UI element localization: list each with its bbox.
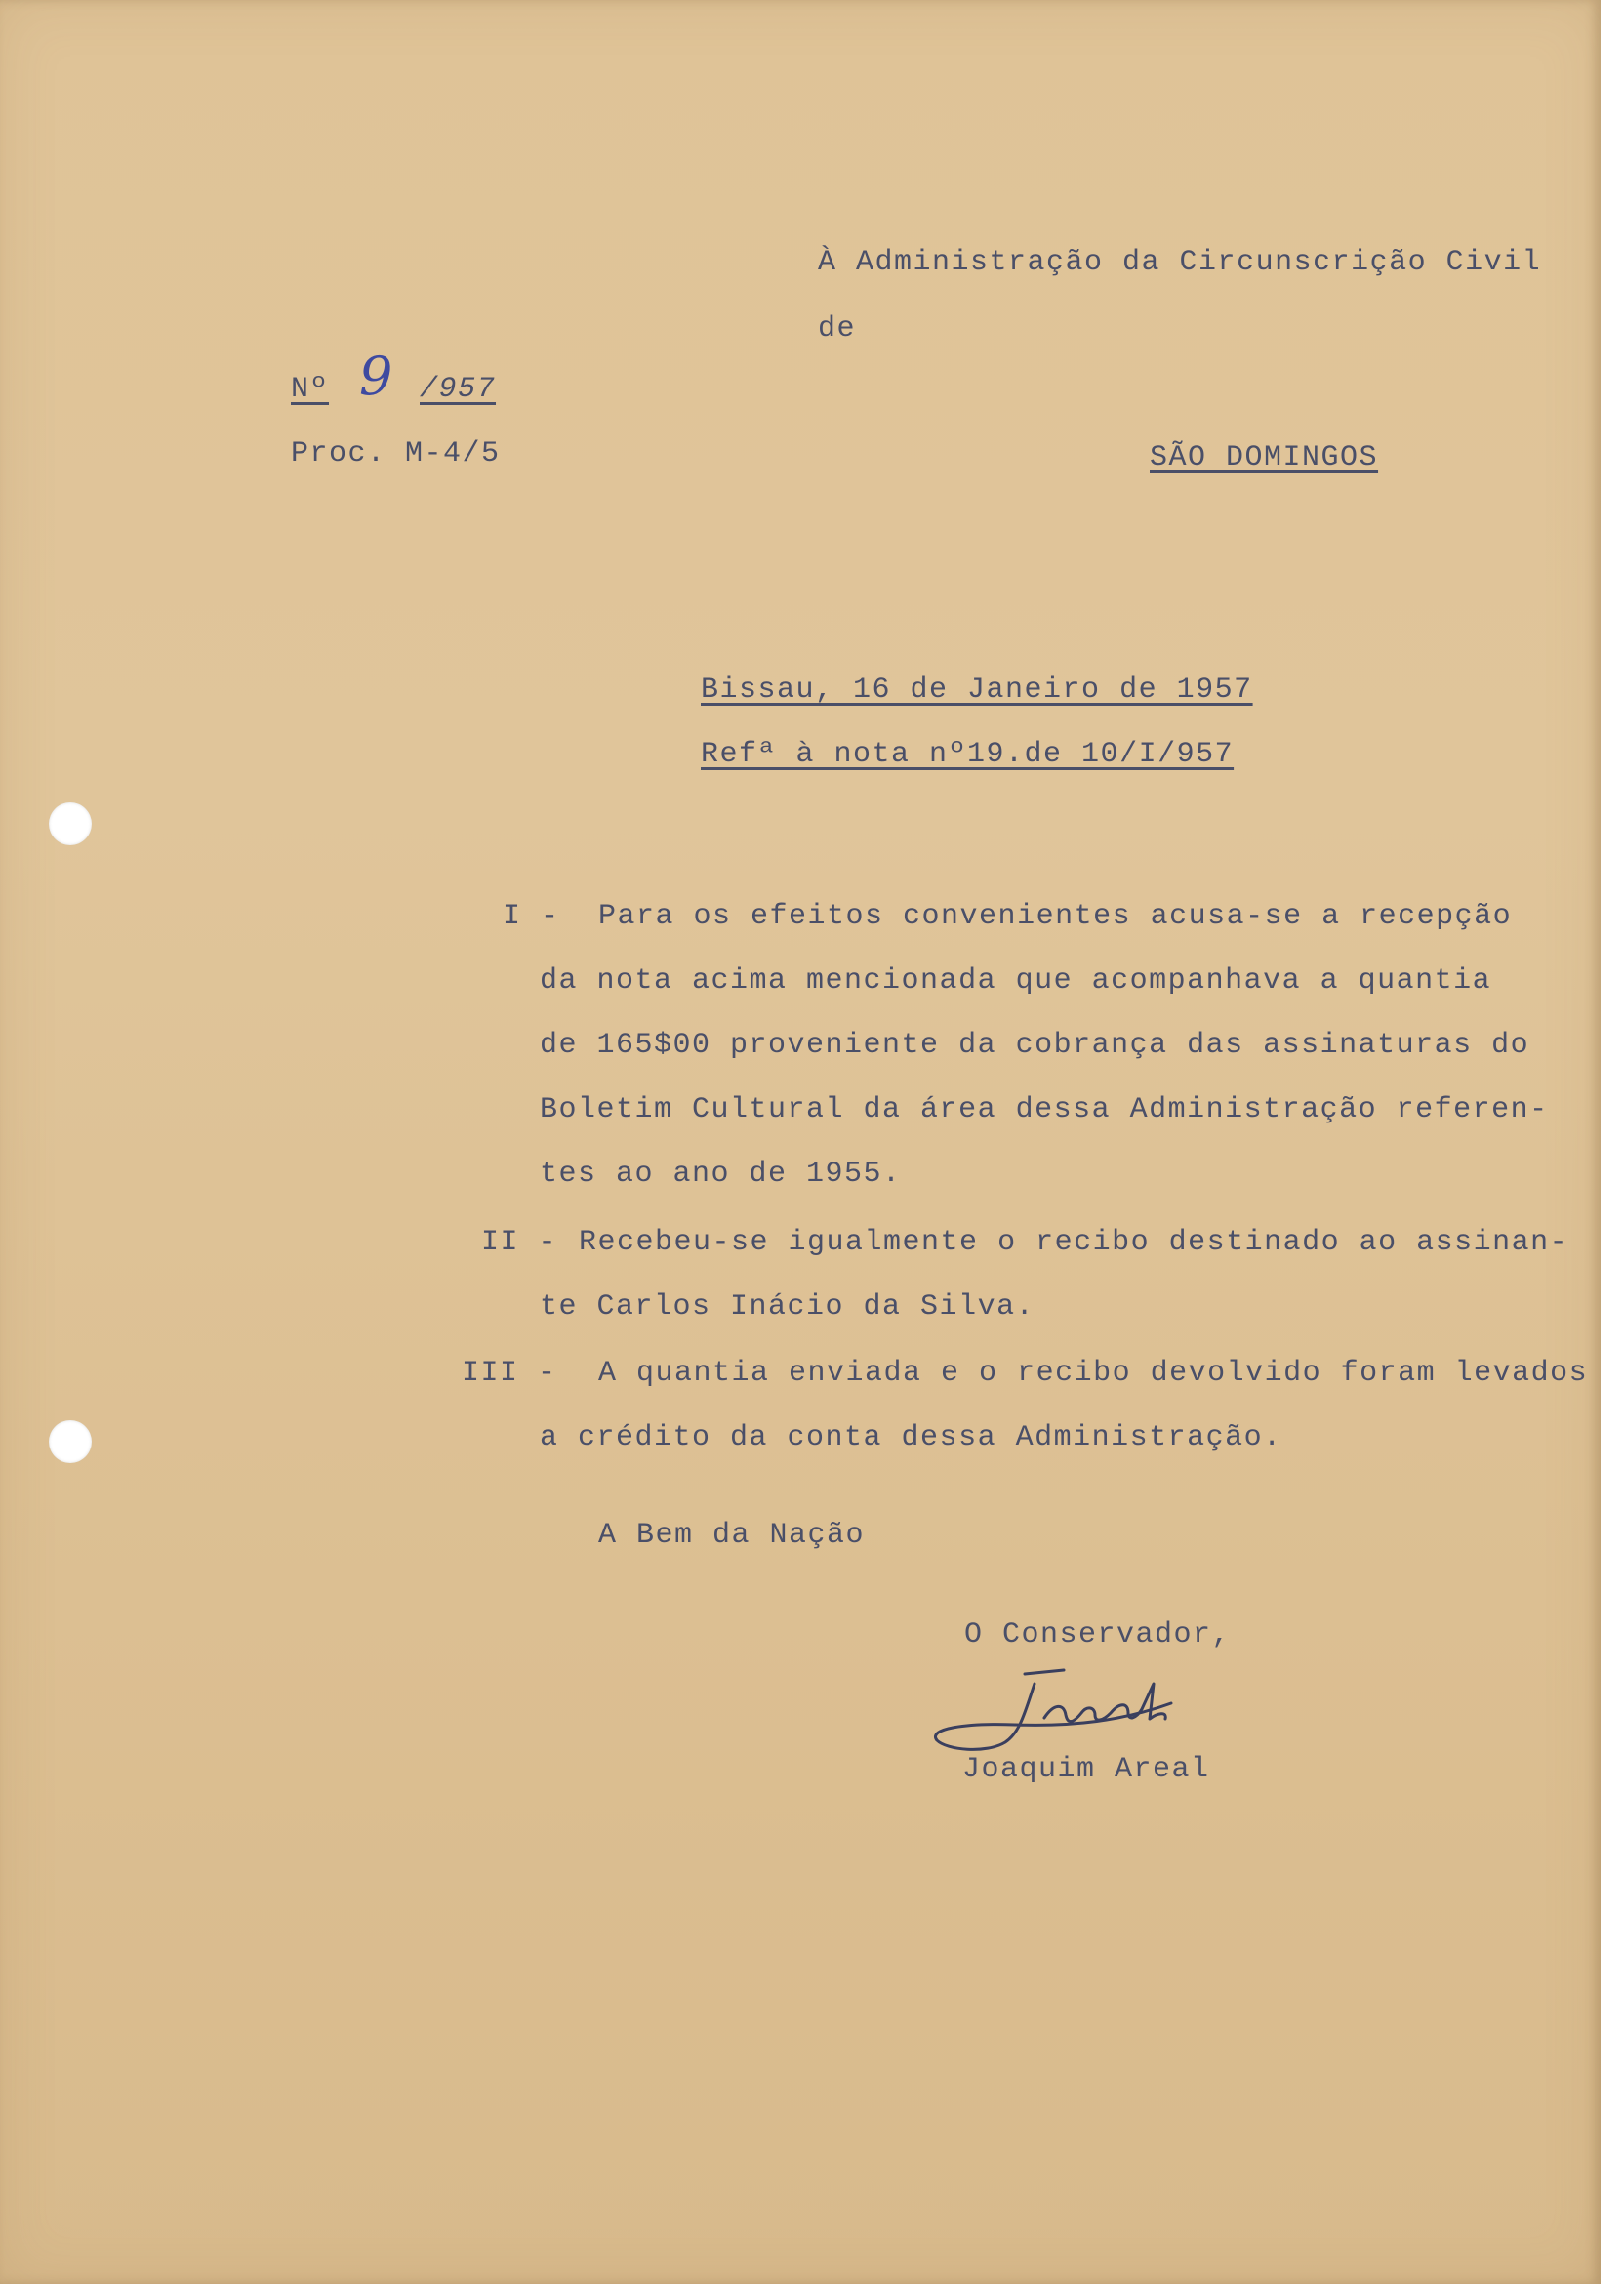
salutation: A Bem da Nação	[598, 1519, 866, 1552]
signatory-title: O Conservador,	[964, 1618, 1232, 1652]
addressee-line-2: de	[818, 312, 857, 346]
item-line: de 165$00 proveniente da cobrança das assinaturas do	[540, 1029, 1530, 1062]
item-line: da nota acima mencionada que acompanhava a quantia	[540, 964, 1492, 998]
addressee-line-1: À Administração da Circunscrição Civil	[818, 246, 1542, 279]
item-line: Para os efeitos convenientes acusa-se a recepção	[598, 900, 1513, 933]
item-line: Boletim Cultural da área dessa Administração referen-	[540, 1093, 1549, 1126]
item-line: A quantia enviada e o recibo devolvido foram levados	[598, 1357, 1589, 1390]
reference-note: Refª à nota nº19.de 10/I/957	[701, 738, 1235, 771]
punch-hole-bottom	[49, 1420, 92, 1463]
item-line: a crédito da conta dessa Administração.	[540, 1421, 1282, 1454]
item-line: tes ao ano de 1955.	[540, 1158, 902, 1191]
page-margin	[1601, 0, 1624, 2284]
item-numeral: III -	[462, 1357, 557, 1390]
reference-number-handwritten: 9	[359, 346, 393, 407]
reference-number-year: /957	[420, 373, 497, 406]
signatory-name: Joaquim Areal	[962, 1753, 1210, 1786]
item-numeral: II -	[481, 1226, 558, 1259]
reference-number-prefix: Nº	[291, 373, 330, 406]
place-date: Bissau, 16 de Janeiro de 1957	[701, 673, 1253, 707]
destination: SÃO DOMINGOS	[1150, 441, 1379, 474]
item-numeral: I -	[503, 900, 560, 933]
process-number: Proc. M-4/5	[291, 437, 501, 470]
item-line: Recebeu-se igualmente o recibo destinado ao assinan-	[579, 1226, 1569, 1259]
punch-hole-top	[49, 802, 92, 845]
item-line: te Carlos Inácio da Silva.	[540, 1290, 1035, 1324]
